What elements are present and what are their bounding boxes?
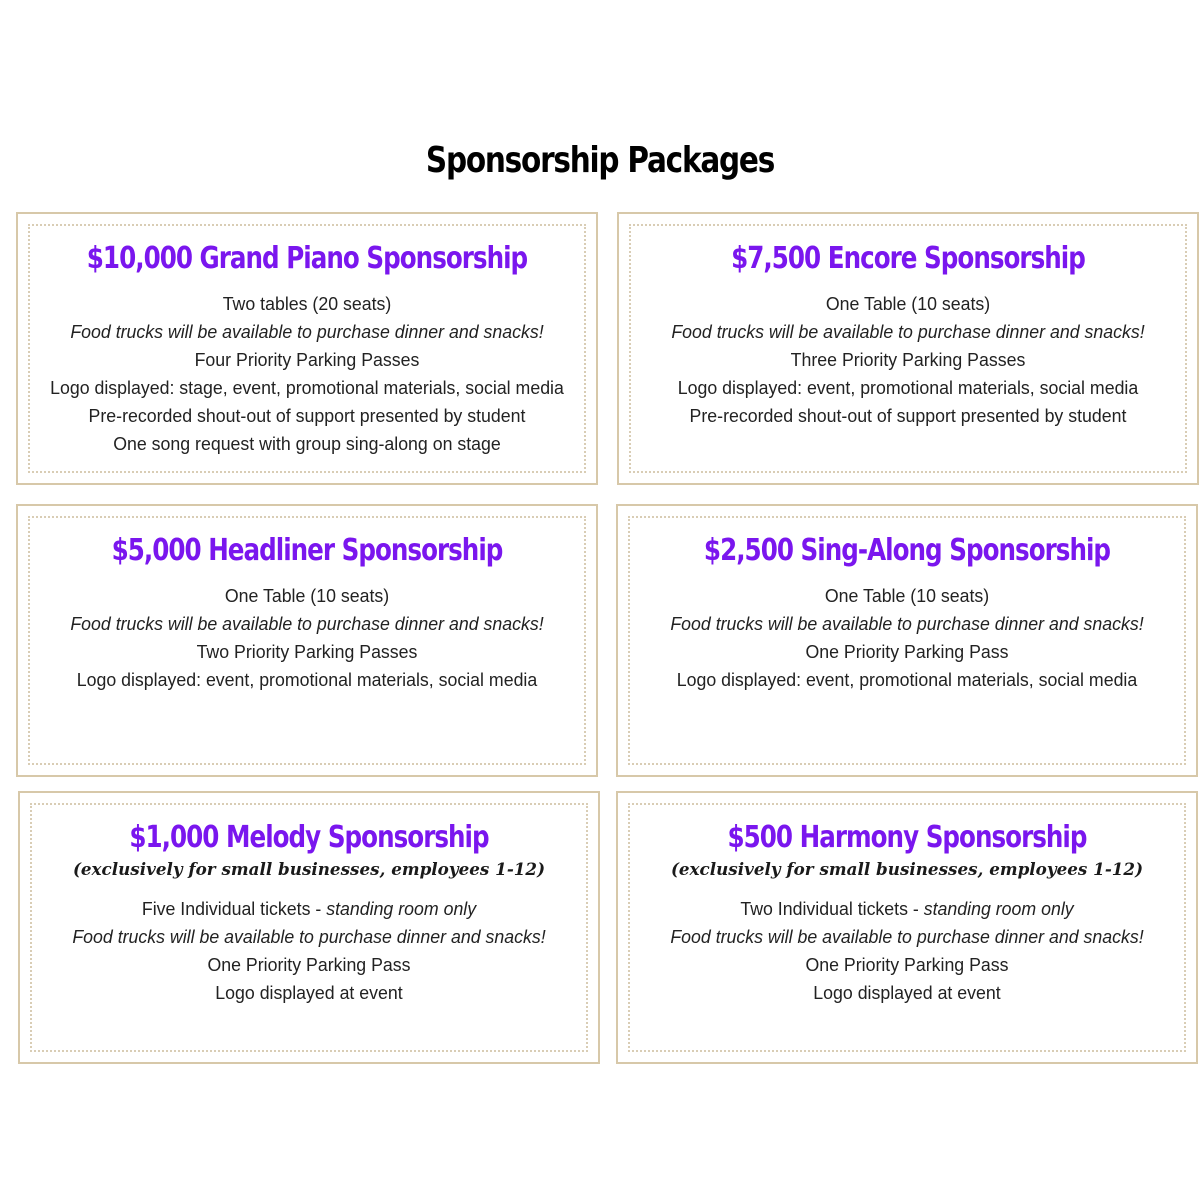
benefit-food-trucks: Food trucks will be available to purchase dinner and snacks! [70,322,544,342]
package-title: $7,500 Encore Sponsorship [731,241,1085,276]
benefit-logo: Logo displayed: event, promotional materials, social media [676,670,1138,690]
benefit-logo: Logo displayed: stage, event, promotional materials, social media [50,378,564,398]
card-dotted-frame [28,224,586,473]
card-dotted-frame [628,803,1186,1052]
page-title: Sponsorship Packages [425,140,775,181]
benefit-logo: Logo displayed: event, promotional materials, social media [76,670,538,690]
benefit-parking: One Priority Parking Pass [805,955,1009,975]
package-eligibility: (exclusively for small businesses, employees 1-12) [670,860,1144,880]
benefit-seating: Two tables (20 seats) [222,294,392,314]
benefit-food-trucks: Food trucks will be available to purchase dinner and snacks! [72,927,546,947]
benefit-parking: One Priority Parking Pass [805,642,1009,662]
card-dotted-frame [28,516,586,765]
benefit-tickets [634,895,1180,923]
package-title: $500 Harmony Sponsorship [727,820,1087,855]
benefit-food-trucks: Food trucks will be available to purchase dinner and snacks! [671,322,1145,342]
benefit-food-trucks: Food trucks will be available to purchase dinner and snacks! [670,927,1144,947]
benefit-parking: Three Priority Parking Passes [790,350,1026,370]
benefit-food-trucks: Food trucks will be available to purchase dinner and snacks! [70,614,544,634]
benefit-seating: One Table (10 seats) [825,294,991,314]
package-eligibility: (exclusively for small businesses, employees 1-12) [72,860,546,880]
benefit-parking: Two Priority Parking Passes [196,642,418,662]
benefit-food-trucks: Food trucks will be available to purchase dinner and snacks! [670,614,1144,634]
benefit-logo: Logo displayed: event, promotional materials, social media [677,378,1139,398]
ticket-note: standing room only [923,899,1074,919]
package-card-headliner [16,504,598,777]
package-card-melody [18,791,600,1064]
benefit-list [630,895,1184,1007]
benefit-shout-out: Pre-recorded shout-out of support presented by student [88,406,526,426]
package-title: $1,000 Melody Sponsorship [129,820,489,855]
benefit-parking: Four Priority Parking Passes [194,350,420,370]
package-title: $10,000 Grand Piano Sponsorship [86,241,528,276]
benefit-tickets [36,895,582,923]
benefit-seating: One Table (10 seats) [224,586,390,606]
benefit-shout-out: Pre-recorded shout-out of support presented by student [689,406,1127,426]
card-dotted-frame [629,224,1187,473]
package-title: $2,500 Sing-Along Sponsorship [703,533,1111,568]
package-card-sing-along [616,504,1198,777]
package-card-grand-piano [16,212,598,485]
benefit-list [630,582,1184,694]
card-dotted-frame [30,803,588,1052]
package-card-encore [617,212,1199,485]
ticket-note: standing room only [326,899,477,919]
benefit-list [631,290,1185,430]
benefit-parking: One Priority Parking Pass [207,955,411,975]
benefit-logo: Logo displayed at event [215,983,403,1003]
benefit-song-request: One song request with group sing-along on stage [113,434,501,454]
benefit-logo: Logo displayed at event [813,983,1001,1003]
package-title: $5,000 Headliner Sponsorship [111,533,503,568]
ticket-count: Five Individual tickets - [141,899,327,919]
benefit-list [30,290,584,458]
package-card-harmony [616,791,1198,1064]
card-dotted-frame [628,516,1186,765]
ticket-count: Two Individual tickets - [740,899,924,919]
benefit-list [32,895,586,1007]
benefit-seating: One Table (10 seats) [824,586,990,606]
benefit-list [30,582,584,694]
